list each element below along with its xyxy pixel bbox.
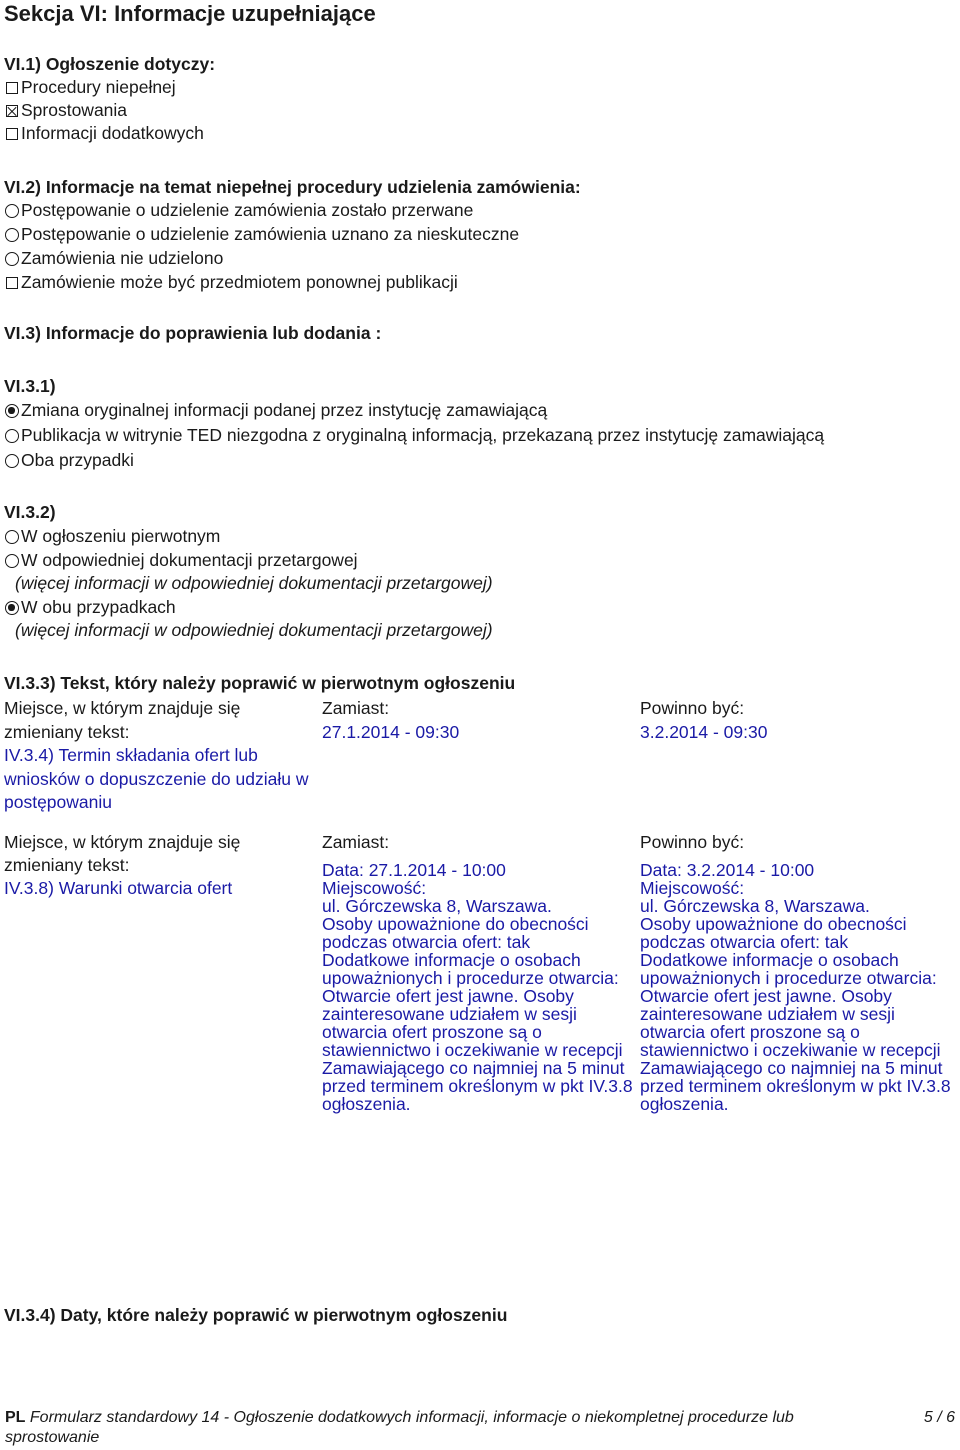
page-footer bbox=[5, 1408, 955, 1448]
radio-selected-icon bbox=[5, 601, 19, 615]
vi1-option-label: Sprostowania bbox=[21, 100, 128, 120]
vi2-radio-nie-udzielono[interactable] bbox=[4, 248, 223, 270]
vi31-radio-oba[interactable] bbox=[4, 450, 134, 472]
place-value: IV.3.8) Warunki otwarcia ofert bbox=[4, 878, 233, 898]
radio-icon bbox=[5, 530, 19, 544]
should-label: Powinno być: bbox=[640, 832, 745, 852]
footer-text: Formularz standardowy 14 - Ogłoszenie dodatkowych informacji, informacje o niekompletnej procedurze lub sprostowanie bbox=[5, 1409, 794, 1446]
place-label: Miejsce, w którym znajduje się zmieniany tekst: bbox=[4, 698, 241, 742]
vi32-note: (więcej informacji w odpowiedniej dokumentacji przetargowej) bbox=[15, 573, 493, 593]
vi32-radio-label: W obu przypadkach bbox=[21, 597, 176, 617]
vi31-radio-publikacja[interactable] bbox=[4, 425, 824, 447]
vi2-radio-nieskuteczne[interactable] bbox=[4, 224, 519, 246]
radio-icon bbox=[5, 429, 19, 443]
instead-value: Data: 27.1.2014 - 10:00 Miejscowość: ul. Górczewska 8, Warszawa. Osoby upoważnione do obecności podczas otwarcia ofert: tak Dodatkowe informacje o osobach upoważnionych i procedurze otwarcia: Otwarcie ofert jest jawne. Osoby zainteresowane udziałem w sesji otwarcia ofert proszone są o stawiennictwo i oczekiwanie w recepcji Zamawiającego co najmniej na 5 minut przed terminem określonym w pkt IV.3.8 ogłoszenia. bbox=[322, 860, 633, 1114]
radio-icon bbox=[5, 252, 19, 266]
vi31-label: VI.3.1) bbox=[4, 376, 56, 396]
radio-icon bbox=[5, 228, 19, 242]
vi32-label: VI.3.2) bbox=[4, 502, 56, 522]
vi32-radio-label: W odpowiedniej dokumentacji przetargowej bbox=[21, 550, 358, 570]
checkbox-icon bbox=[6, 82, 18, 94]
instead-label: Zamiast: bbox=[322, 832, 390, 852]
vi32-radio-obu[interactable] bbox=[4, 597, 176, 619]
vi31-radio-label: Publikacja w witrynie TED niezgodna z oryginalną informacją, przekazaną przez instytucję zamawiającą bbox=[21, 425, 825, 445]
vi32-radio-pierwotnym[interactable] bbox=[4, 526, 220, 548]
instead-label: Zamiast: bbox=[322, 698, 390, 718]
radio-icon bbox=[5, 204, 19, 218]
vi33-row1-place bbox=[4, 697, 319, 815]
place-value: IV.3.4) Termin składania ofert lub wniosków o dopuszczenie do udziału w postępowaniu bbox=[4, 745, 309, 812]
vi2-radio-label: Postępowanie o udzielenie zamówienia uznano za nieskuteczne bbox=[21, 224, 520, 244]
vi2-radio-przerwane[interactable] bbox=[4, 200, 473, 222]
vi1-option-label: Procedury niepełnej bbox=[21, 77, 176, 97]
vi33-row2-instead bbox=[322, 831, 634, 1113]
checkbox-icon bbox=[6, 128, 18, 140]
vi33-row1-instead bbox=[322, 697, 459, 744]
vi32-radio-dokumentacji[interactable] bbox=[4, 550, 358, 572]
vi2-heading: VI.2) Informacje na temat niepełnej procedury udzielenia zamówienia: bbox=[4, 177, 581, 197]
vi2-checkbox-ponownej-publikacji[interactable] bbox=[4, 272, 458, 294]
vi3-heading: VI.3) Informacje do poprawienia lub dodania : bbox=[4, 323, 382, 343]
vi2-radio-label: Postępowanie o udzielenie zamówienia zostało przerwane bbox=[21, 200, 474, 220]
vi1-option-label: Informacji dodatkowych bbox=[21, 123, 204, 143]
vi33-row2-should bbox=[640, 831, 955, 1113]
radio-icon bbox=[5, 554, 19, 568]
should-value: Data: 3.2.2014 - 10:00 Miejscowość: ul. Górczewska 8, Warszawa. Osoby upoważnione do obecności podczas otwarcia ofert: tak Dodatkowe informacje o osobach upoważnionych i procedurze otwarcia: Otwarcie ofert jest jawne. Osoby zainteresowane udziałem w sesji otwarcia ofert proszone są o stawiennictwo i oczekiwanie w recepcji Zamawiającego co najmniej na 5 minut przed terminem określonym w pkt IV.3.8 ogłoszenia. bbox=[640, 860, 951, 1114]
checked-checkbox-icon bbox=[6, 105, 18, 117]
footer-page-number: 5 / 6 bbox=[923, 1409, 955, 1426]
vi1-option-procedury[interactable] bbox=[4, 77, 176, 99]
checkbox-icon bbox=[6, 277, 18, 289]
radio-icon bbox=[5, 454, 19, 468]
vi33-heading: VI.3.3) Tekst, który należy poprawić w pierwotnym ogłoszeniu bbox=[4, 673, 516, 693]
vi31-radio-label: Zmiana oryginalnej informacji podanej przez instytucję zamawiającą bbox=[21, 400, 548, 420]
vi34-heading: VI.3.4) Daty, które należy poprawić w pierwotnym ogłoszeniu bbox=[4, 1305, 508, 1325]
should-label: Powinno być: bbox=[640, 698, 745, 718]
place-label: Miejsce, w którym znajduje się zmieniany tekst: bbox=[4, 832, 241, 875]
vi2-checkbox-label: Zamówienie może być przedmiotem ponownej publikacji bbox=[21, 272, 458, 292]
vi31-radio-label: Oba przypadki bbox=[21, 450, 134, 470]
vi31-radio-zmiana[interactable] bbox=[4, 400, 547, 422]
vi33-row2-place bbox=[4, 831, 289, 900]
vi32-radio-label: W ogłoszeniu pierwotnym bbox=[21, 526, 221, 546]
vi1-option-sprostowania[interactable] bbox=[4, 100, 127, 122]
vi2-radio-label: Zamówienia nie udzielono bbox=[21, 248, 224, 268]
vi1-heading: VI.1) Ogłoszenie dotyczy: bbox=[4, 54, 216, 74]
vi33-row1-should bbox=[640, 697, 767, 744]
radio-selected-icon bbox=[5, 404, 19, 418]
vi1-option-informacji[interactable] bbox=[4, 123, 204, 145]
section-title: Sekcja VI: Informacje uzupełniające bbox=[4, 1, 376, 26]
vi32-note-2: (więcej informacji w odpowiedniej dokumentacji przetargowej) bbox=[15, 620, 493, 640]
footer-lang: PL bbox=[5, 1409, 26, 1426]
should-value: 3.2.2014 - 09:30 bbox=[640, 721, 768, 742]
instead-value: 27.1.2014 - 09:30 bbox=[322, 721, 460, 742]
